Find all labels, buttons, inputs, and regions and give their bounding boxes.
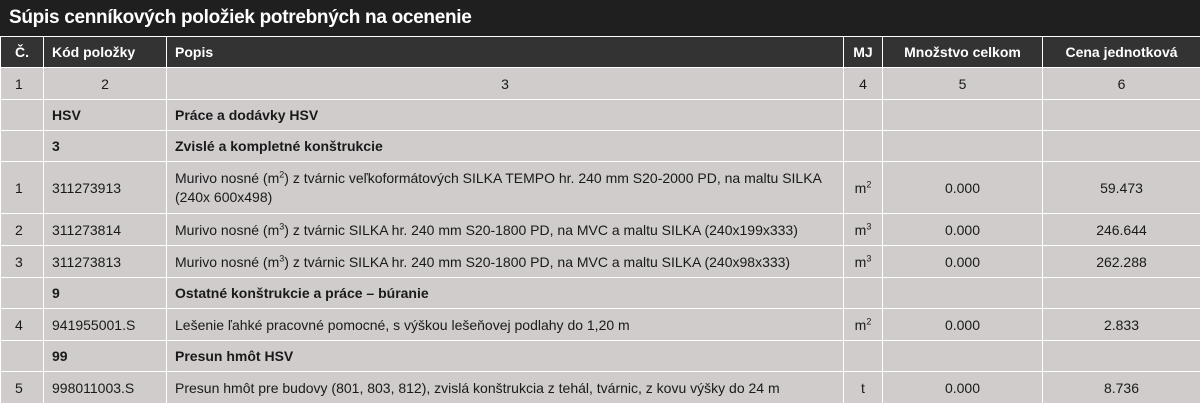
header-quantity: Množstvo celkom [883, 37, 1043, 68]
column-number-row [1, 68, 1200, 100]
item-quantity: 0.000 [883, 246, 1043, 278]
section-row-99 [1, 341, 1200, 372]
column-number: 6 [1043, 68, 1200, 100]
section-description: Zvislé a kompletné konštrukcie [167, 131, 844, 162]
item-quantity: 0.000 [883, 372, 1043, 404]
item-unit: $m^3$ [844, 246, 883, 278]
item-unit-price: 262.288 [1043, 246, 1200, 278]
header-row [1, 37, 1200, 68]
section-no [1, 278, 44, 309]
section-row-hsv [1, 100, 1200, 131]
section-no [1, 100, 44, 131]
header-code: Kód položky [44, 37, 167, 68]
price-items-table [0, 36, 1200, 404]
item-no: 4 [1, 309, 44, 341]
section-row-9 [1, 278, 1200, 309]
item-code: 311273913 [44, 162, 167, 214]
column-number: 3 [167, 68, 844, 100]
column-number: 5 [883, 68, 1043, 100]
item-unit: $m^3$ [844, 214, 883, 246]
section-code: 3 [44, 131, 167, 162]
item-no: 3 [1, 246, 44, 278]
section-description: Práce a dodávky HSV [167, 100, 844, 131]
table-row [1, 246, 1200, 278]
header-unit-price: Cena jednotková [1043, 37, 1200, 68]
item-description: Murivo nosné $(m^2)$ z tvárnic veľkoformátových SILKA TEMPO hr. 240 mm S20-2000 PD, na maltu SILKA (240x 600x498) [167, 162, 844, 214]
item-description: Murivo nosné $(m^3)$ z tvárnic SILKA hr. 240 mm S20-1800 PD, na MVC a maltu SILKA (240x199x333) [167, 214, 844, 246]
table-title: Súpis cenníkových položiek potrebných na ocenenie [0, 0, 1200, 36]
table-row [1, 214, 1200, 246]
item-code: 998011003.S [44, 372, 167, 404]
item-code: 311273813 [44, 246, 167, 278]
item-quantity: 0.000 [883, 309, 1043, 341]
column-number: 4 [844, 68, 883, 100]
table-row [1, 309, 1200, 341]
item-no: 2 [1, 214, 44, 246]
section-no [1, 131, 44, 162]
item-unit: $m^2$ [844, 309, 883, 341]
item-unit-price: 8.736 [1043, 372, 1200, 404]
table-row [1, 162, 1200, 214]
item-unit-price: 2.833 [1043, 309, 1200, 341]
item-quantity: 0.000 [883, 162, 1043, 214]
item-unit-price: 246.644 [1043, 214, 1200, 246]
item-no: 1 [1, 162, 44, 214]
column-number: 2 [44, 68, 167, 100]
section-code: 9 [44, 278, 167, 309]
column-number: 1 [1, 68, 44, 100]
header-no: Č. [1, 37, 44, 68]
section-description: Ostatné konštrukcie a práce – búranie [167, 278, 844, 309]
section-no [1, 341, 44, 372]
header-unit: MJ [844, 37, 883, 68]
item-code: 941955001.S [44, 309, 167, 341]
section-row-3 [1, 131, 1200, 162]
section-code: HSV [44, 100, 167, 131]
item-unit: $m^2$ [844, 162, 883, 214]
item-description: Lešenie ľahké pracovné pomocné, s výškou lešeňovej podlahy do 1,20 m [167, 309, 844, 341]
item-unit-price: 59.473 [1043, 162, 1200, 214]
section-description: Presun hmôt HSV [167, 341, 844, 372]
section-code: 99 [44, 341, 167, 372]
item-no: 5 [1, 372, 44, 404]
item-description: Presun hmôt pre budovy (801, 803, 812), zvislá konštrukcia z tehál, tvárnic, z kovu výšky do 24 m [167, 372, 844, 404]
item-description: Murivo nosné $(m^3)$ z tvárnic SILKA hr. 240 mm S20-1800 PD, na MVC a maltu SILKA (240x98x333) [167, 246, 844, 278]
item-quantity: 0.000 [883, 214, 1043, 246]
item-unit: t [844, 372, 883, 404]
item-code: 311273814 [44, 214, 167, 246]
header-description: Popis [167, 37, 844, 68]
table-row [1, 372, 1200, 404]
